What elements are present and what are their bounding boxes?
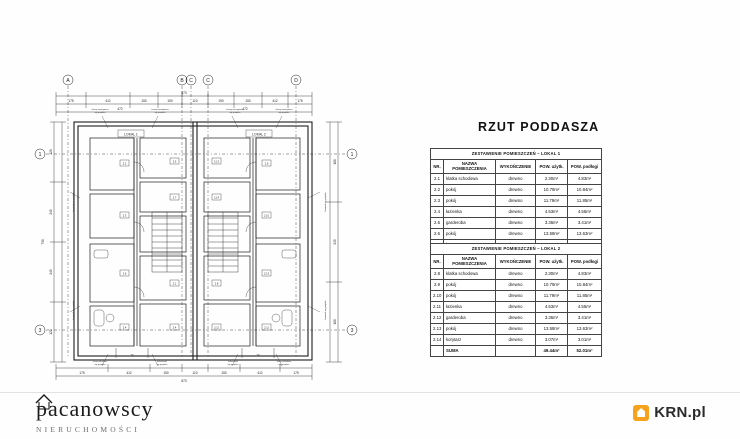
svg-text:110: 110	[192, 371, 198, 375]
table-row	[431, 334, 602, 345]
svg-text:150: 150	[141, 99, 147, 103]
sum-label: SUMA	[444, 345, 496, 356]
cell-finish: drewno	[496, 217, 536, 228]
svg-text:ściany wewnętrzne: ściany wewnętrzne	[226, 109, 244, 111]
table-row	[431, 312, 602, 323]
svg-text:C: C	[206, 78, 210, 84]
sum-floor: 52.01m²	[568, 345, 602, 356]
cell-nr: 2.8	[431, 268, 444, 279]
svg-text:160: 160	[333, 319, 337, 325]
table-row	[431, 268, 602, 279]
cell-nr: 2.2	[431, 184, 444, 195]
table-row	[431, 290, 602, 301]
svg-text:kominek wg projektu: kominek wg projektu	[73, 300, 75, 320]
cell-usable: 4.53m²	[536, 301, 568, 312]
cell-name: korytarz	[444, 334, 496, 345]
svg-text:wg projektu: wg projektu	[278, 364, 290, 366]
table-sum-row	[431, 345, 602, 356]
svg-text:2.13: 2.13	[263, 272, 270, 276]
agency-name: pacanowscy	[36, 396, 154, 421]
svg-text:2.7: 2.7	[172, 196, 177, 200]
col-finish: WYKOŃCZENIE	[496, 255, 536, 269]
cell-usable: 2.30m²	[536, 173, 568, 184]
svg-text:70: 70	[130, 354, 134, 357]
cell-name: klatka schodowa	[444, 268, 496, 279]
table-row	[431, 323, 602, 334]
svg-text:2.10: 2.10	[263, 214, 270, 218]
cell-name: garderoba	[444, 217, 496, 228]
page-title: RZUT PODDASZA	[478, 120, 600, 134]
svg-text:2.1: 2.1	[172, 282, 177, 286]
cell-usable: 2.30m²	[536, 268, 568, 279]
portal-watermark	[633, 404, 706, 421]
table-row	[431, 301, 602, 312]
svg-text:120: 120	[49, 329, 53, 335]
cell-finish: drewno	[496, 312, 536, 323]
svg-text:wg projektu: wg projektu	[227, 364, 239, 366]
cell-floor: 3.01m²	[568, 334, 602, 345]
col-name: NAZWA POMIESZCZENIA	[444, 255, 496, 269]
col-finish: WYKOŃCZENIE	[496, 160, 536, 174]
svg-text:150: 150	[163, 371, 169, 375]
cell-name: łazienka	[444, 206, 496, 217]
svg-text:wg projektu: wg projektu	[229, 112, 241, 114]
cell-finish: drewno	[496, 195, 536, 206]
svg-text:2.4: 2.4	[172, 326, 177, 330]
svg-text:2.9: 2.9	[264, 162, 269, 166]
svg-text:2.3: 2.3	[122, 214, 127, 218]
svg-text:160: 160	[333, 159, 337, 165]
cell-nr: 2.1	[431, 173, 444, 184]
col-floor-area: POW. podłogi	[568, 255, 602, 269]
svg-text:2.11: 2.11	[214, 326, 219, 330]
agency-subtitle: NIERUCHOMOŚCI	[36, 425, 141, 434]
cell-name: pokój	[444, 279, 496, 290]
svg-text:412: 412	[257, 371, 263, 375]
svg-text:2.5: 2.5	[172, 160, 177, 164]
cell-floor: 3.41m²	[568, 312, 602, 323]
svg-text:ściany wewnętrzne: ściany wewnętrzne	[151, 109, 169, 111]
svg-text:wg projektu: wg projektu	[94, 112, 106, 114]
svg-text:kominek wg projektu: kominek wg projektu	[325, 192, 327, 212]
cell-finish: drewno	[496, 301, 536, 312]
cell-name: pokój	[444, 184, 496, 195]
svg-text:2.2: 2.2	[122, 162, 127, 166]
svg-text:1: 1	[350, 152, 354, 158]
cell-usable: 10.79m²	[536, 279, 568, 290]
cell-usable: 3.07m²	[536, 334, 568, 345]
agency-branding	[36, 398, 154, 434]
col-floor-area: POW. podłogi	[568, 160, 602, 174]
cell-nr: 2.12	[431, 312, 444, 323]
svg-text:kominek wg projektu: kominek wg projektu	[325, 300, 327, 320]
svg-text:ściany działowe: ściany działowe	[92, 361, 108, 363]
table-row	[431, 217, 602, 228]
svg-text:wg projektu: wg projektu	[278, 112, 290, 114]
svg-text:175: 175	[297, 99, 303, 103]
table-row	[431, 195, 602, 206]
cell-name: łazienka	[444, 301, 496, 312]
svg-text:3: 3	[38, 328, 42, 334]
cell-floor: 13.63m²	[568, 323, 602, 334]
sum-usable: 49.44m²	[536, 345, 568, 356]
cell-name: pokój	[444, 290, 496, 301]
col-usable-area: POW. użytk.	[536, 160, 568, 174]
svg-text:245: 245	[49, 209, 53, 215]
col-nr: NR.	[431, 255, 444, 269]
cell-usable: 4.53m²	[536, 206, 568, 217]
svg-text:70: 70	[256, 354, 260, 357]
krn-wordmark: KRN.pl	[654, 404, 706, 421]
table-header-title: ZESTAWIENIE POMIESZCZEŃ – LOKAL 2	[431, 244, 602, 255]
svg-text:LOKAL 2: LOKAL 2	[252, 132, 266, 137]
col-nr: NR.	[431, 160, 444, 174]
svg-text:2.11: 2.11	[264, 326, 269, 330]
svg-text:175: 175	[79, 371, 85, 375]
cell-finish: drewno	[496, 334, 536, 345]
svg-text:B: B	[180, 78, 184, 84]
cell-floor: 11.85m²	[568, 195, 602, 206]
room-schedule-table-lokal-2	[430, 243, 602, 357]
svg-text:C: C	[189, 78, 193, 84]
svg-text:3: 3	[350, 328, 354, 334]
cell-usable: 11.79m²	[536, 290, 568, 301]
svg-text:A: A	[66, 78, 70, 84]
cell-floor: 3.41m²	[568, 217, 602, 228]
cell-floor: 10.84m²	[568, 279, 602, 290]
table-row	[431, 184, 602, 195]
cell-finish: drewno	[496, 290, 536, 301]
svg-text:wg projektu: wg projektu	[156, 364, 168, 366]
svg-text:ściany zewnętrzne: ściany zewnętrzne	[275, 109, 293, 111]
svg-text:ściany działowe: ściany działowe	[276, 361, 292, 363]
cell-finish: drewno	[496, 173, 536, 184]
svg-text:472: 472	[117, 107, 123, 111]
svg-text:balustrada: balustrada	[157, 361, 167, 363]
cell-usable: 3.36m²	[536, 217, 568, 228]
svg-text:110: 110	[192, 99, 198, 103]
cell-nr: 2.13	[431, 323, 444, 334]
cell-nr: 2.3	[431, 195, 444, 206]
col-usable-area: POW. użytk.	[536, 255, 568, 269]
cell-nr: 2.9	[431, 279, 444, 290]
cell-floor: 11.85m²	[568, 290, 602, 301]
floor-plan-drawing	[30, 62, 370, 382]
svg-text:wg projektu: wg projektu	[154, 112, 166, 114]
cell-floor: 4.55m²	[568, 301, 602, 312]
cell-finish: drewno	[496, 323, 536, 334]
svg-text:2.14: 2.14	[213, 196, 220, 200]
cell-floor: 4.83m²	[568, 268, 602, 279]
cell-name: klatka schodowa	[444, 173, 496, 184]
svg-text:D: D	[294, 78, 298, 84]
footer-divider	[0, 392, 740, 393]
cell-name: garderoba	[444, 312, 496, 323]
svg-text:245: 245	[333, 239, 337, 245]
cell-finish: drewno	[496, 279, 536, 290]
table-row	[431, 228, 602, 239]
svg-text:245: 245	[49, 269, 53, 275]
svg-text:2.12: 2.12	[213, 160, 220, 164]
cell-floor: 10.84m²	[568, 184, 602, 195]
krn-house-icon	[633, 405, 649, 421]
svg-text:ściany zewnętrzne: ściany zewnętrzne	[91, 109, 109, 111]
cell-nr: 2.14	[431, 334, 444, 345]
svg-text:150: 150	[245, 99, 251, 103]
cell-finish: drewno	[496, 184, 536, 195]
svg-text:150: 150	[221, 371, 227, 375]
cell-finish: drewno	[496, 206, 536, 217]
cell-finish: drewno	[496, 228, 536, 239]
svg-text:873: 873	[181, 379, 187, 382]
cell-finish: drewno	[496, 268, 536, 279]
col-name: NAZWA POMIESZCZENIA	[444, 160, 496, 174]
table-row	[431, 279, 602, 290]
svg-text:120: 120	[49, 149, 53, 155]
table-header-title: ZESTAWIENIE POMIESZCZEŃ – LOKAL 1	[431, 149, 602, 160]
svg-text:873: 873	[181, 91, 187, 95]
cell-name: pokój	[444, 323, 496, 334]
svg-text:730: 730	[41, 239, 45, 245]
svg-text:2.8: 2.8	[214, 282, 219, 286]
cell-usable: 10.79m²	[536, 184, 568, 195]
svg-text:190: 190	[218, 99, 224, 103]
cell-nr: 2.11	[431, 301, 444, 312]
cell-nr: 2.10	[431, 290, 444, 301]
svg-text:1: 1	[38, 152, 42, 158]
svg-text:412: 412	[105, 99, 111, 103]
cell-nr: 2.4	[431, 206, 444, 217]
cell-floor: 4.83m²	[568, 173, 602, 184]
svg-text:wg projektu: wg projektu	[94, 364, 106, 366]
cell-usable: 11.79m²	[536, 195, 568, 206]
table-row	[431, 173, 602, 184]
svg-text:190: 190	[167, 99, 173, 103]
table-row	[431, 206, 602, 217]
svg-text:412: 412	[126, 371, 132, 375]
cell-nr: 2.5	[431, 217, 444, 228]
svg-text:kominek wg projektu: kominek wg projektu	[73, 192, 75, 212]
svg-text:balustrada: balustrada	[228, 361, 238, 363]
cell-usable: 3.36m²	[536, 312, 568, 323]
cell-floor: 13.63m²	[568, 228, 602, 239]
svg-text:2.6: 2.6	[122, 272, 127, 276]
svg-text:LOKAL 1: LOKAL 1	[124, 132, 138, 137]
svg-text:2.4: 2.4	[122, 326, 127, 330]
svg-text:472: 472	[242, 107, 248, 111]
cell-name: pokój	[444, 228, 496, 239]
cell-usable: 13.58m²	[536, 228, 568, 239]
cell-floor: 4.55m²	[568, 206, 602, 217]
svg-text:175: 175	[293, 371, 299, 375]
cell-usable: 13.58m²	[536, 323, 568, 334]
cell-nr: 2.6	[431, 228, 444, 239]
svg-text:412: 412	[272, 99, 278, 103]
svg-text:175: 175	[68, 99, 74, 103]
cell-name: pokój	[444, 195, 496, 206]
